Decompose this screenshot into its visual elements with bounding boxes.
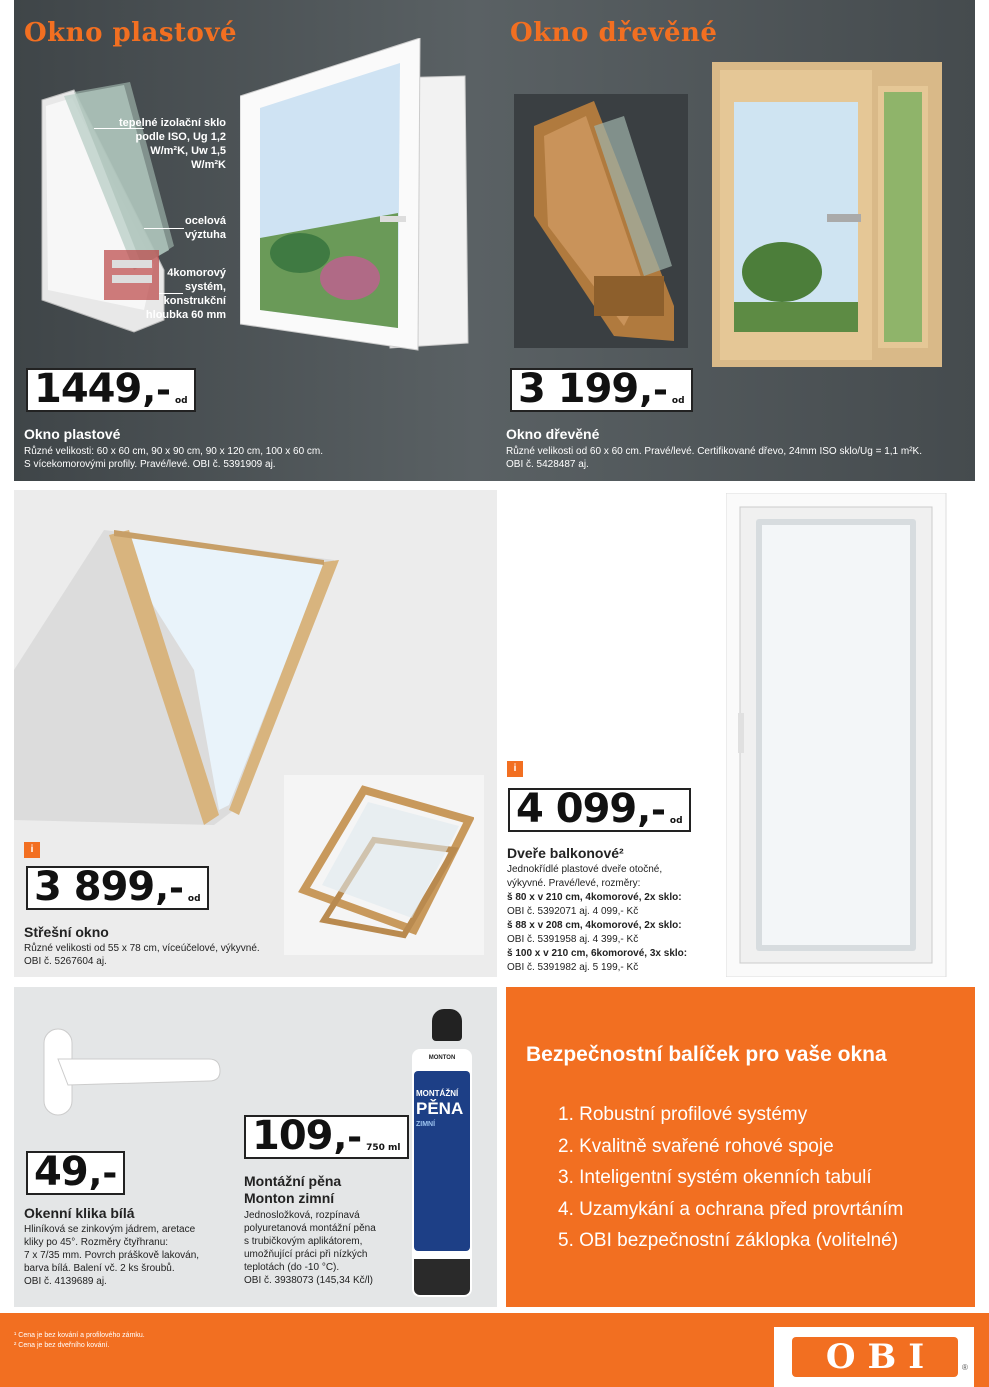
callout-steel: ocelová výztuha [185, 215, 226, 241]
handle-price-tag [26, 1151, 125, 1195]
roof-name: Střešní okno [24, 924, 109, 940]
security-item-1: 1. Robustní profilové systémy [558, 1104, 808, 1125]
balcony-line-4: OBI č. 5392071 aj. 4 099,- Kč [507, 906, 639, 917]
foam-line-5: teplotách (do -10 °C). [244, 1262, 340, 1273]
balcony-line-6: OBI č. 5391958 aj. 4 399,- Kč [507, 934, 639, 945]
roof-info-badge: i [24, 842, 40, 858]
handle-name: Okenní klika bílá [24, 1205, 135, 1221]
security-package-panel [506, 987, 975, 1307]
foam-can-text-3: ZIMNÍ [416, 1121, 436, 1128]
balcony-line-8: OBI č. 5391982 aj. 5 199,- Kč [507, 962, 639, 973]
foam-line-3: s trubičkovým aplikátorem, [244, 1236, 363, 1247]
roof-price-unit: od [187, 894, 201, 904]
accessories-panel [14, 987, 497, 1307]
plastic-desc-2: S vícekomorovými profily. Pravé/levé. OBI č. 5391909 aj. [24, 459, 276, 470]
foam-price-currency: ,- [333, 1117, 363, 1158]
wooden-desc-1: Různé velikosti od 60 x 60 cm. Pravé/levé. Certifikované dřevo, 24mm ISO sklo/Ug = 1,1 m²K. [506, 446, 923, 457]
plastic-name: Okno plastové [24, 426, 121, 442]
roof-price: 3 899 [34, 864, 155, 910]
wooden-price-tag [510, 368, 693, 412]
balcony-door-image [726, 493, 948, 977]
security-title: Bezpečnostní balíček pro vaše okna [526, 1043, 887, 1066]
obi-logo-box [774, 1327, 974, 1387]
balcony-line-5: š 88 x v 208 cm, 4komorové, 2x sklo: [507, 920, 682, 931]
plastic-price-unit: od [174, 396, 188, 406]
registered-mark: ® [962, 1363, 968, 1372]
foam-name-1: Montážní pěna [244, 1173, 342, 1189]
roof-desc-1: Různé velikosti od 55 x 78 cm, víceúčelové, výkyvné. [24, 943, 260, 954]
roof-desc-2: OBI č. 5267604 aj. [24, 956, 107, 967]
plastic-price-tag [26, 368, 196, 412]
obi-logo: OBI [792, 1337, 958, 1377]
foam-line-1: Jednosložková, rozpínavá [244, 1210, 360, 1221]
balcony-price-unit: od [669, 816, 683, 826]
window-handle-image [34, 1019, 224, 1119]
foam-price-unit: 750 ml [366, 1143, 401, 1153]
footer [0, 1313, 989, 1387]
balcony-info-badge: i [507, 761, 523, 777]
foam-can-brand: MONTON [428, 1055, 456, 1061]
security-item-3: 3. Inteligentní systém okenních tabulí [558, 1167, 872, 1188]
wooden-price-currency: ,- [639, 370, 668, 411]
security-item-2: 2. Kvalitně svařené rohové spoje [558, 1135, 834, 1157]
wooden-name: Okno dřevěné [506, 426, 600, 442]
plastic-price-currency: ,- [142, 370, 171, 411]
handle-line-1: Hliníková se zinkovým jádrem, aretace [24, 1224, 196, 1235]
roof-window-open-image [294, 780, 474, 940]
balcony-line-7: š 100 x v 210 cm, 6komorové, 3x sklo: [507, 948, 688, 959]
plastic-section-title: Okno plastové [24, 18, 238, 48]
wooden-price: 3 199 [518, 366, 639, 412]
security-item-5: 5. OBI bezpečnostní záklopka (volitelné) [558, 1230, 899, 1251]
handle-line-5: OBI č. 4139689 aj. [24, 1276, 107, 1287]
foam-price-tag [244, 1115, 409, 1159]
callout-glass: tepelné izolační sklo podle ISO, Ug 1,2 W/m²K, Uw 1,5 W/m²K [119, 117, 226, 171]
windows-panel [14, 0, 975, 481]
balcony-price-tag [508, 788, 691, 832]
footnote-2: ² Cena je bez dveřního kování. [14, 1342, 110, 1349]
roof-price-currency: ,- [155, 868, 184, 909]
balcony-line-3: š 80 x v 210 cm, 4komorové, 2x sklo: [507, 892, 682, 903]
foam-line-4: umožňující práci při nízkých [244, 1249, 368, 1260]
plastic-window-image [240, 38, 470, 353]
foam-name-2: Monton zimní [244, 1190, 335, 1206]
footnotes [14, 1331, 145, 1351]
roof-window-panel [14, 490, 497, 977]
wooden-desc-2: OBI č. 5428487 aj. [506, 459, 589, 470]
balcony-name: Dveře balkonové² [507, 845, 624, 861]
wooden-section-title: Okno dřevěné [510, 18, 718, 48]
wooden-window-image [712, 62, 942, 367]
foam-price: 109 [252, 1113, 333, 1159]
balcony-line-1: Jednokřídlé plastové dveře otočné, [507, 864, 663, 875]
security-item-4: 4. Uzamykání a ochrana před provrtáním [558, 1198, 904, 1220]
security-list [558, 1099, 903, 1257]
foam-line-2: polyuretanová montážní pěna [244, 1223, 376, 1234]
wooden-price-unit: od [671, 396, 685, 406]
handle-price-currency: ,- [88, 1153, 118, 1194]
plastic-desc-1: Různé velikosti: 60 x 60 cm, 90 x 90 cm, 90 x 120 cm, 100 x 60 cm. [24, 446, 324, 457]
balcony-price-currency: ,- [637, 790, 666, 831]
foam-line-6: OBI č. 3938073 (145,34 Kč/l) [244, 1275, 373, 1286]
callout-chambers: 4komorový systém, konstrukční hloubka 60 mm [145, 267, 226, 321]
wooden-profile-image [524, 96, 684, 346]
roof-price-tag [26, 866, 209, 910]
balcony-line-2: výkyvné. Pravé/levé, rozměry: [507, 878, 641, 889]
handle-line-4: barva bílá. Balení vč. 2 ks šroubů. [24, 1263, 175, 1274]
handle-line-3: 7 x 7/35 mm. Povrch práškově lakován, [24, 1250, 200, 1261]
plastic-price: 1449 [34, 366, 142, 412]
handle-line-2: kliky po 45°. Rozměry čtyřhranu: [24, 1237, 169, 1248]
foam-can-image [402, 1009, 480, 1299]
footnote-1: ¹ Cena je bez kování a profilového zámku. [14, 1332, 145, 1339]
handle-price: 49 [34, 1149, 88, 1195]
foam-can-text-1: MONTÁŽNÍ [416, 1089, 459, 1098]
balcony-price: 4 099 [516, 786, 637, 832]
foam-can-text-2: PĚNA [416, 1099, 464, 1118]
